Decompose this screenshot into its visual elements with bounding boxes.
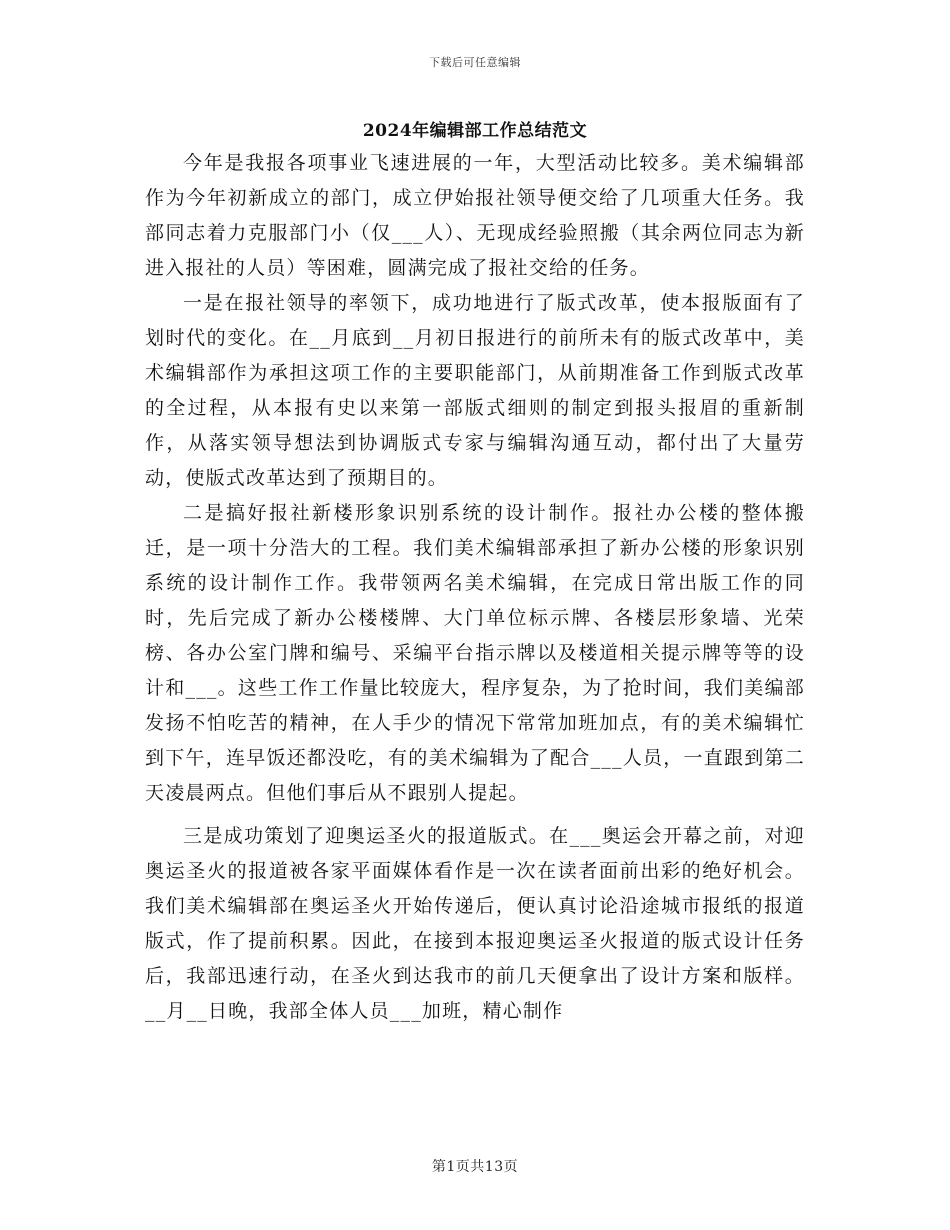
page-header-note: 下载后可任意编辑	[429, 56, 521, 69]
paragraph-olympic-torch: 三是成功策划了迎奥运圣火的报道版式。在___奥运会开幕之前，对迎奥运圣火的报道被各家平面媒体看作是一次在读者面前出彩的绝好机会。我们美术编辑部在奥运圣火开始传递后，便认真讨论沿途城市报纸的报道版式，作了提前积累。因此，在接到本报迎奥运圣火报道的版式设计任务后，我部迅速行动，在圣火到达我市的前几天便拿出了设计方案和版样。__月__日晚，我部全体人员___加班，精心制作	[145, 825, 805, 1022]
page-number: 第1页共13页	[431, 1159, 519, 1175]
paragraph-layout-reform: 一是在报社领导的率领下，成功地进行了版式改革，使本报版面有了划时代的变化。在__月底到__月初日报进行的前所未有的版式改革中，美术编辑部作为承担这项工作的主要职能部门，从前期准备工作到版式改革的全过程，从本报有史以来第一部版式细则的制定到报头报眉的重新制作，从落实领导想法到协调版式专家与编辑沟通互动，都付出了大量劳动，使版式改革达到了预期目的。	[145, 292, 805, 489]
document-body	[145, 146, 805, 1029]
paragraph-intro: 今年是我报各项事业飞速进展的一年，大型活动比较多。美术编辑部作为今年初新成立的部门，成立伊始报社领导便交给了几项重大任务。我部同志着力克服部门小（仅___人）、无现成经验照搬（其余两位同志为新进入报社的人员）等困难，圆满完成了报社交给的任务。	[145, 152, 805, 279]
document-title: 2024年编辑部工作总结范文	[362, 121, 588, 141]
paragraph-identity-system: 二是搞好报社新楼形象识别系统的设计制作。报社办公楼的整体搬迁，是一项十分浩大的工程。我们美术编辑部承担了新办公楼的形象识别系统的设计制作工作。我带领两名美术编辑，在完成日常出版工作的同时，先后完成了新办公楼楼牌、大门单位标示牌、各楼层形象墙、光荣榜、各办公室门牌和编号、采编平台指示牌以及楼道相关提示牌等等的设计和___。这些工作工作量比较庞大，程序复杂，为了抢时间，我们美编部发扬不怕吃苦的精神，在人手少的情况下常常加班加点，有的美术编辑忙到下午，连早饭还都没吃，有的美术编辑为了配合___人员，一直跟到第二天凌晨两点。但他们事后从不跟别人提起。	[145, 502, 805, 804]
